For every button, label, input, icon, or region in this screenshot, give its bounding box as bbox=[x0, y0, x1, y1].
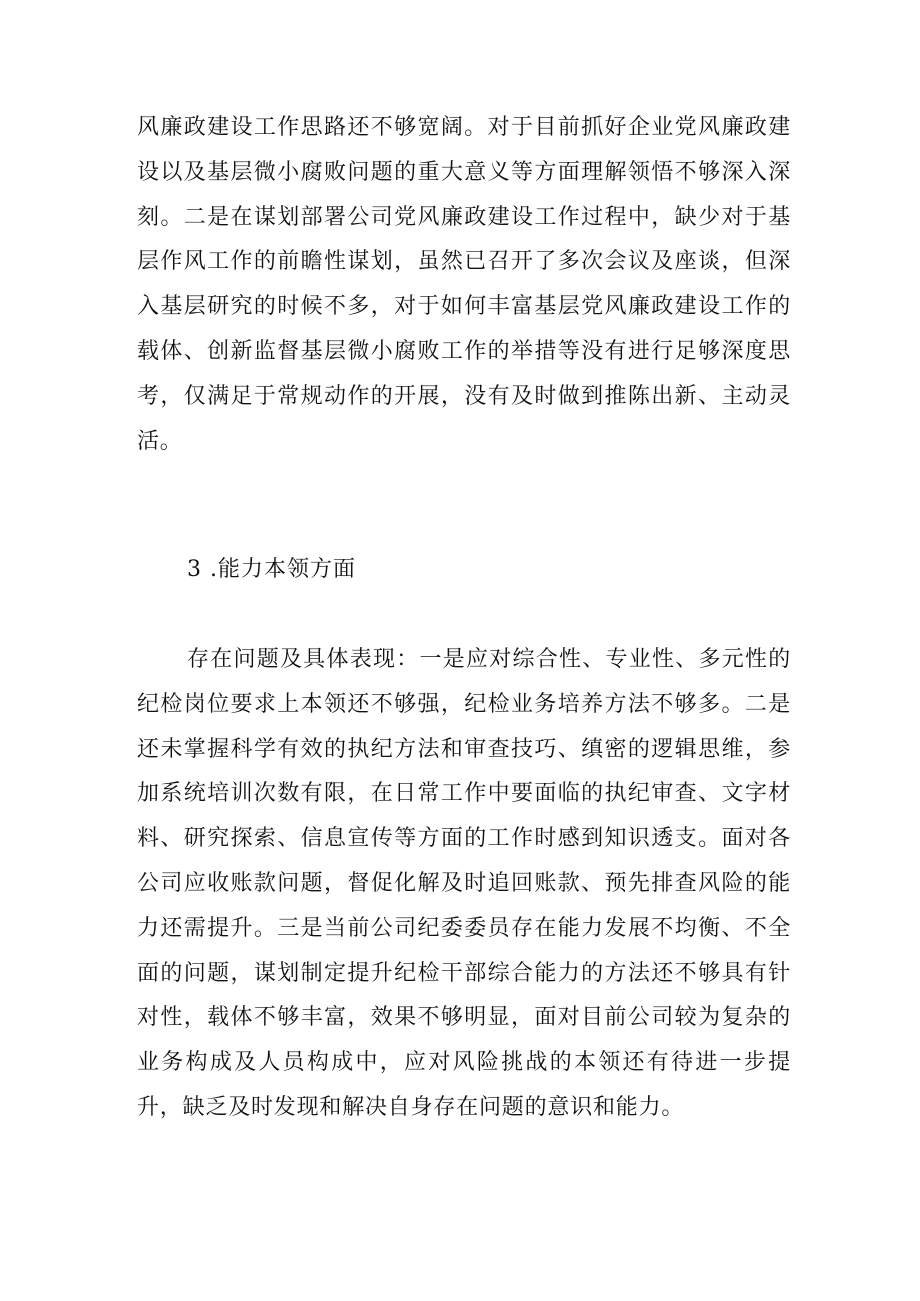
paragraph-continuation: 风廉政建设工作思路还不够宽阔。对于目前抓好企业党风廉政建设以及基层微小腐败问题的重大意义等方面理解领悟不够深入深刻。二是在谋划部署公司党风廉政建设工作过程中，缺少对于基层作风工作的前瞻性谋划，虽然已召开了多次会议及座谈，但深入基层研究的时候不多，对于如何丰富基层党风廉政建设工作的载体、创新监督基层微小腐败工作的举措等没有进行足够深度思考，仅满足于常规动作的开展，没有及时做到推陈出新、主动灵活。 bbox=[137, 115, 791, 454]
paragraph-ability-issues: 存在问题及具体表现：一是应对综合性、专业性、多元性的纪检岗位要求上本领还不够强，纪检业务培养方法不够多。二是还未掌握科学有效的执纪方法和审查技巧、缜密的逻辑思维，参加系统培训次数有限，在日常工作中要面临的执纪审查、文字材料、研究探索、信息宣传等方面的工作时感到知识透支。面对各公司应收账款问题，督促化解及时追回账款、预先排查风险的能力还需提升。三是当前公司纪委委员存在能力发展不均衡、不全面的问题，谋划制定提升纪检干部综合能力的方法还不够具有针对性，载体不够丰富，效果不够明显，面对目前公司较为复杂的业务构成及人员构成中，应对风险挑战的本领还有待进一步提升，缺乏及时发现和解决自身存在问题的意识和能力。 bbox=[137, 647, 791, 1120]
section-heading: 3 .能力本领方面 bbox=[187, 557, 356, 582]
